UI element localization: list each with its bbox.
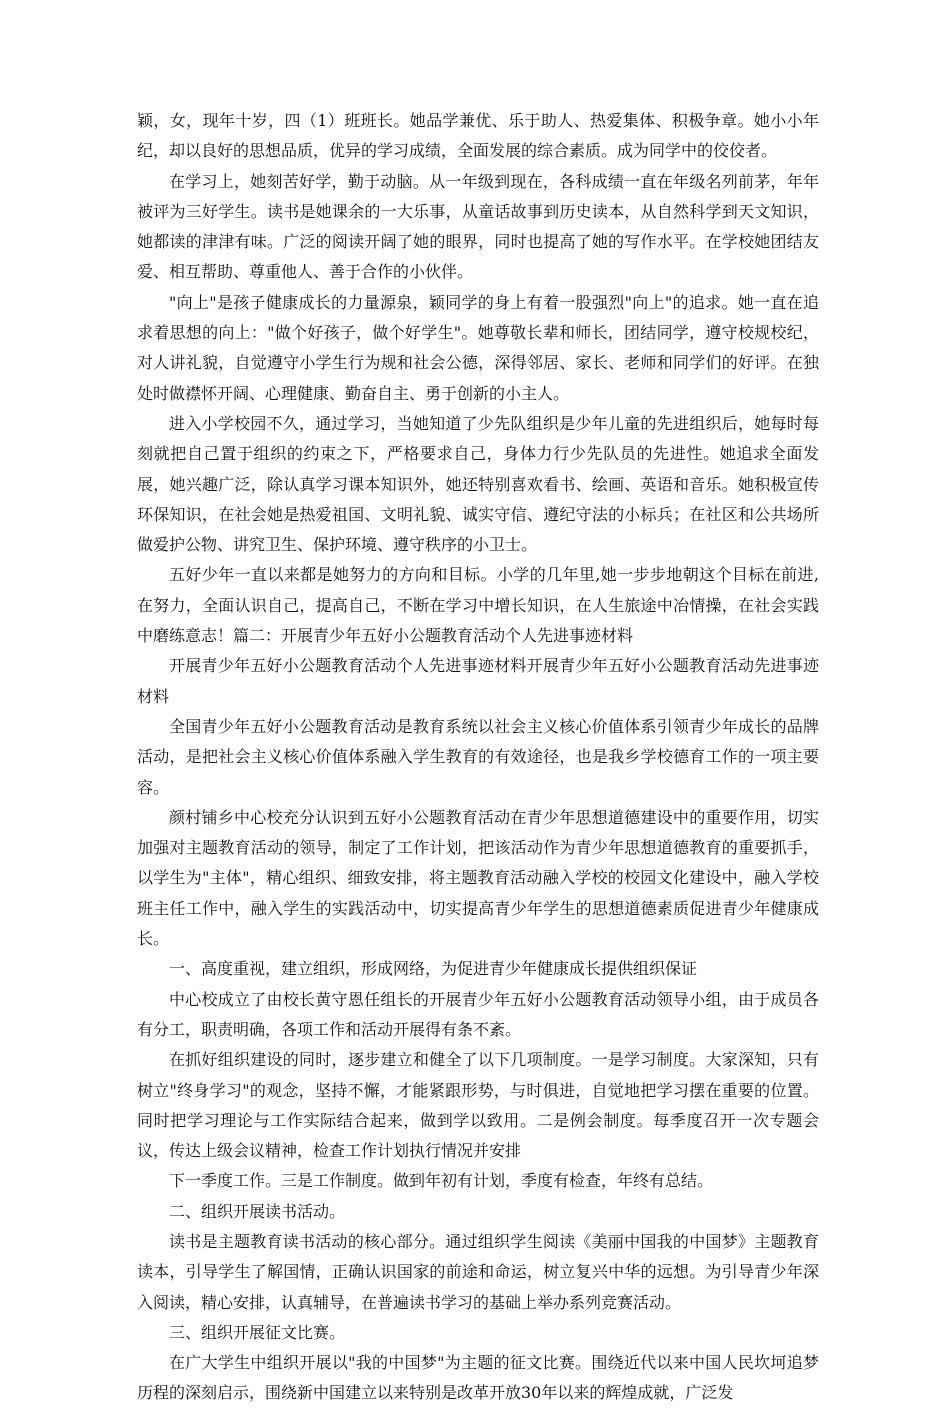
paragraph-national-activity: 全国青少年五好小公题教育活动是教育系统以社会主义核心价值体系引领青少年成长的品牌活动，是把社会主义核心价值体系融入学生教育的有效途径，也是我乡学校德育工作的一项主要容。 xyxy=(137,716,819,797)
paragraph-systems: 在抓好组织建设的同时，逐步建立和健全了以下几项制度。一是学习制度。大家深知，只有树立"终身学习"的观念，坚持不懈，才能紧跟形势，与时俱进，自觉地把学习摆在重要的位置。同时把学习理论与工作实际结合起来，做到学以致用。二是例会制度。每季度召开一次专题会议，传达上级会议精神，检查工作计划执行情况并安排 xyxy=(137,1050,819,1161)
paragraph-five-good-goal: 五好少年一直以来都是她努力的方向和目标。小学的几年里,她一步步地朝这个目标在前进,在努力，全面认识自己，提高自己，不断在学习中增长知识，在人生旅途中冶情操，在社会实践中磨练意志！篇二：开展青少年五好小公题教育活动个人先进事迹材料 xyxy=(137,565,819,646)
paragraph-study: 在学习上，她刻苦好学，勤于动脑。从一年级到现在，各科成绩一直在年级名列前茅，年年被评为三好学生。读书是她课余的一大乐事，从童话故事到历史读本，从自然科学到天文知识，她都读的津津有味。广泛的阅读开阔了她的眼界，同时也提高了她的写作水平。在学校她团结友爱、相互帮助、尊重他人、善于合作的小伙伴。 xyxy=(137,171,819,282)
paragraph-heading-material: 开展青少年五好小公题教育活动个人先进事迹材料开展青少年五好小公题教育活动先进事迹材料 xyxy=(137,656,819,706)
paragraph-next-quarter: 下一季度工作。三是工作制度。做到年初有计划，季度有检查，年终有总结。 xyxy=(169,1171,714,1191)
paragraph-young-pioneers: 进入小学校园不久，通过学习，当她知道了少先队组织是少年儿童的先进组织后，她每时每刻就把自己置于组织的约束之下，严格要求自己，身体力行少先队员的先进性。她追求全面发展，她兴趣广泛，除认真学习课本知识外，她还特别喜欢看书、绘画、英语和音乐。她积极宣传环保知识，在社会她是热爱祖国、文明礼貌、诚实守信、遵纪守法的小标兵；在社区和公共场所做爱护公物、讲究卫生、保护环境、遵守秩序的小卫士。 xyxy=(137,413,819,555)
section-heading-1: 一、高度重视，建立组织，形成网络，为促进青少年健康成长提供组织保证 xyxy=(169,959,698,979)
section-heading-3: 三、组织开展征文比赛。 xyxy=(169,1322,346,1342)
paragraph-upward: "向上"是孩子健康成长的力量源泉，颖同学的身上有着一股强烈"向上"的追求。她一直在追求着思想的向上："做个好孩子，做个好学生"。她尊敬长辈和师长，团结同学，遵守校规校纪，对人讲礼貌，自觉遵守小学生行为规和社会公德，深得邻居、家长、老师和同学们的好评。在独处时做襟怀开阔、心理健康、勤奋自主、勇于创新的小主人。 xyxy=(137,292,819,403)
paragraph-reading: 读书是主题教育读书活动的核心部分。通过组织学生阅读《美丽中国我的中国梦》主题教育读本，引导学生了解国情，正确认识国家的前途和命运，树立复兴中华的远想。为引导青少年深入阅读，精心安排，认真辅导，在普遍读书学习的基础上举办系列竞赛活动。 xyxy=(137,1231,819,1312)
paragraph-center-school: 颜村铺乡中心校充分认识到五好小公题教育活动在青少年思想道德建设中的重要作用，切实加强对主题教育活动的领导，制定了工作计划，把该活动作为青少年思想道德教育的重要抓手，以学生为"主体"，精心组织、细致安排，将主题教育活动融入学校的校园文化建设中，融入学校班主任工作中，融入学生的实践活动中，切实提高青少年学生的思想道德素质促进青少年健康成长。 xyxy=(137,807,819,949)
document-body xyxy=(137,106,819,1409)
paragraph-essay-contest: 在广大学生中组织开展以"我的中国梦"为主题的征文比赛。围绕近代以来中国人民坎坷追梦历程的深刻启示，围绕新中国建立以来特别是改革开放30年以来的辉煌成就，广泛发 xyxy=(137,1353,819,1403)
section-heading-2: 二、组织开展读书活动。 xyxy=(169,1201,346,1221)
paragraph-intro: 颖，女，现年十岁，四（1）班班长。她品学兼优、乐于助人、热爱集体、积极争章。她小小年纪，却以良好的思想品质，优异的学习成绩，全面发展的综合素质。成为同学中的佼佼者。 xyxy=(137,111,819,161)
paragraph-leading-group: 中心校成立了由校长黄守恩任组长的开展青少年五好小公题教育活动领导小组，由于成员各有分工，职责明确，各项工作和活动开展得有条不紊。 xyxy=(137,989,819,1039)
